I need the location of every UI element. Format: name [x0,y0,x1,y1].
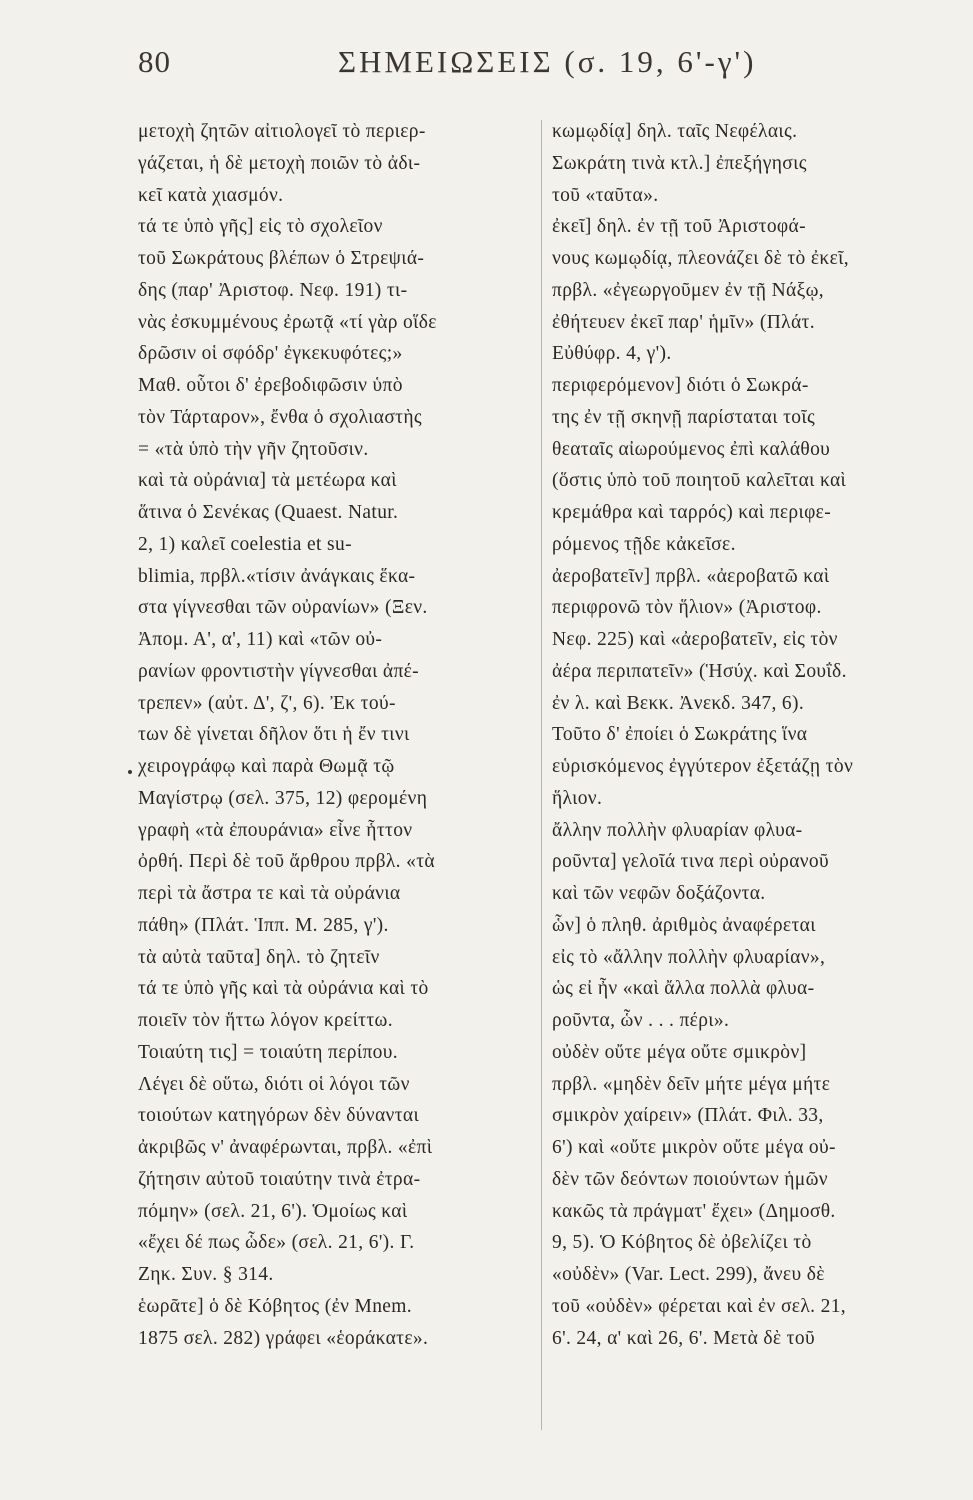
text-line: κακῶς τὰ πράγματ' ἔχει» (Δημοσθ. [552,1200,836,1222]
text-line: ἄλλην πολλὴν φλυαρίαν φλυα- [552,819,803,841]
text-line: Ἀπομ. Α', α', 11) καὶ «τῶν οὐ- [138,629,383,650]
text-line: εἰς τὸ «ἄλλην πολλὴν φλυαρίαν», [552,946,826,968]
text-line: ρόμενος τῇδε κἀκεῖσε. [552,533,736,555]
text-line: ροῦντα, ὧν . . . πέρι». [552,1010,730,1031]
text-line: της ἐν τῇ σκηνῇ παρίσταται τοῖς [552,406,816,428]
text-line: δης (παρ' Ἀριστοφ. Νεφ. 191) τι- [138,279,408,301]
text-line: ροῦντα] γελοῖά τινα περὶ οὐρανοῦ [552,851,830,873]
text-line: Νεφ. 225) καὶ «ἀεροβατεῖν, εἰς τὸν [552,629,838,650]
margin-dot [128,770,132,774]
text-line: Σωκράτη τινὰ κτλ.] ἐπεξήγησις [552,152,807,174]
text-line: ζήτησιν αὐτοῦ τοιαύτην τινὰ ἐτρα- [138,1168,421,1190]
text-line: γραφὴ «τὰ ἐπουράνια» εἶνε ἧττον [138,819,413,841]
text-line: τὸν Τάρταρον», ἔνθα ὁ σχολιαστὴς [138,406,422,428]
text-line: των δὲ γίνεται δῆλον ὅτι ἡ ἔν τινι [138,724,410,746]
text-line: μετοχὴ ζητῶν αἰτιολογεῖ τὸ περιερ- [138,121,426,142]
text-line: ἐν λ. καὶ Βεκκ. Ἀνεκδ. 347, 6). [552,692,805,714]
text-line: ἑωρᾶτε] ὁ δὲ Κόβητος (ἐν Mnem. [138,1295,413,1317]
text-line: 9, 5). Ὁ Κόβητος δὲ ὀβελίζει τὸ [552,1232,812,1254]
text-line: οὐδὲν οὔτε μέγα οὔτε σμικρὸν] [552,1041,807,1063]
text-line: 2, 1) καλεῖ coelestia et su- [138,533,352,555]
text-line: δὲν τῶν δεόντων ποιούντων ἡμῶν [552,1168,828,1190]
page-number: 80 [138,44,171,79]
text-line: τὰ αὐτὰ ταῦτα] δηλ. τὸ ζητεῖν [138,946,380,968]
text-line: ὧν] ὁ πληθ. ἀριθμὸς ἀναφέρεται [552,914,816,936]
text-line: «οὐδὲν» (Var. Lect. 299), ἄνευ δὲ [552,1264,825,1285]
text-line: τοιούτων κατηγόρων δὲν δύνανται [138,1105,420,1127]
text-line: πάθη» (Πλάτ. Ἱππ. Μ. 285, γ'). [138,914,389,936]
text-line: ἀεροβατεῖν] πρβλ. «ἀεροβατῶ καὶ [552,565,830,587]
text-line: τοῦ «οὐδὲν» φέρεται καὶ ἐν σελ. 21, [552,1295,847,1317]
text-line: κεῖ κατὰ χιασμόν. [138,184,284,206]
text-line: Τοιαύτη τις] = τοιαύτη περίπου. [138,1041,398,1063]
text-line: σμικρὸν χαίρειν» (Πλάτ. Φιλ. 33, [552,1105,824,1127]
text-line: ρανίων φροντιστὴν γίγνεσθαι ἀπέ- [138,660,420,682]
text-line: ποιεῖν τὸν ἥττω λόγον κρείττω. [138,1010,393,1031]
right-column [552,116,957,1354]
text-line: κωμῳδίᾳ] δηλ. ταῖς Νεφέλαις. [552,121,798,142]
text-line: ἀκριβῶς ν' ἀναφέρωνται, πρβλ. «ἐπὶ [138,1137,433,1158]
text-line: ἀέρα περιπατεῖν» (Ἡσύχ. καὶ Σουΐδ. [552,660,847,682]
text-line: = «τὰ ὑπὸ τὴν γῆν ζητοῦσιν. [138,438,369,460]
text-line: ὀρθή. Περὶ δὲ τοῦ ἄρθρου πρβλ. «τὰ [138,851,435,873]
text-line: Μαθ. οὗτοι δ' ἐρεβοδιφῶσιν ὑπὸ [138,375,403,396]
text-line: δρῶσιν οἱ σφόδρ' ἐγκεκυφότες;» [138,343,403,365]
text-line: εὑρισκόμενος ἐγγύτερον ἐξετάζῃ τὸν [552,756,854,777]
text-line: 1875 σελ. 282) γράφει «ἑοράκατε». [138,1327,429,1349]
text-line: ἥλιον. [552,787,603,809]
text-line: πόμην» (σελ. 21, 6'). Ὁμοίως καὶ [138,1200,408,1222]
text-line: ἐθήτευεν ἐκεῖ παρ' ἡμῖν» (Πλάτ. [552,311,815,333]
text-line: (ὅστις ὑπὸ τοῦ ποιητοῦ καλεῖται καὶ [552,470,847,492]
text-line: Ζηκ. Συν. § 314. [138,1264,274,1285]
text-line: Τοῦτο δ' ἐποίει ὁ Σωκράτης ἵνα [552,724,808,746]
text-line: περιφερόμενον] διότι ὁ Σωκρά- [552,375,809,396]
text-line: νους κωμῳδίᾳ, πλεονάζει δὲ τὸ ἐκεῖ, [552,248,849,269]
text-line: Μαγίστρῳ (σελ. 375, 12) φερομένη [138,787,428,809]
text-line: ὡς εἰ ἦν «καὶ ἄλλα πολλὰ φλυα- [552,978,815,1000]
text-line: «ἔχει δέ πως ὧδε» (σελ. 21, 6'). Γ. [138,1232,415,1254]
text-line: Εὐθύφρ. 4, γ'). [552,343,672,365]
text-line: καὶ τὰ οὐράνια] τὰ μετέωρα καὶ [138,470,397,492]
text-line: καὶ τῶν νεφῶν δοξάζοντα. [552,883,766,904]
text-line: ἐκεῖ] δηλ. ἐν τῇ τοῦ Ἀριστοφά- [552,216,806,238]
text-line: τρεπεν» (αὐτ. Δ', ζ', 6). Ἐκ τού- [138,692,396,714]
left-column [138,116,533,1354]
text-line: χειρογράφῳ καὶ παρὰ Θωμᾷ τῷ [138,756,395,777]
text-line: 6'. 24, α' καὶ 26, 6'. Μετὰ δὲ τοῦ [552,1327,815,1349]
text-line: τοῦ Σωκράτους βλέπων ὁ Στρεψιά- [138,248,425,269]
text-line: περιφρονῶ τὸν ἥλιον» (Ἀριστοφ. [552,597,822,619]
text-line: κρεμάθρα καὶ ταρρός) καὶ περιφε- [552,502,832,523]
page-header [138,44,858,86]
text-line: γάζεται, ἡ δὲ μετοχὴ ποιῶν τὸ ἀδι- [138,152,421,174]
running-head: ΣΗΜΕΙΩΣΕΙΣ (σ. 19, 6'-γ') [338,44,757,79]
text-line: στα γίγνεσθαι τῶν οὐρανίων» (Ξεν. [138,597,428,619]
text-line: τά τε ὑπὸ γῆς] εἰς τὸ σχολεῖον [138,216,383,238]
text-line: Λέγει δὲ οὕτω, διότι οἱ λόγοι τῶν [138,1073,410,1095]
text-line: τά τε ὑπὸ γῆς καὶ τὰ οὐράνια καὶ τὸ [138,978,429,1000]
text-line: περὶ τὰ ἄστρα τε καὶ τὰ οὐράνια [138,883,401,904]
text-line: νὰς ἐσκυμμένους ἐρωτᾷ «τί γὰρ οἵδε [138,311,437,333]
text-line: θεαταῖς αἰωρούμενος ἐπὶ καλάθου [552,438,831,460]
text-line: πρβλ. «ἐγεωργοῦμεν ἐν τῇ Νάξῳ, [552,279,825,301]
text-line: blimia, πρβλ.«τίσιν ἀνάγκαις ἕκα- [138,565,416,587]
text-line: πρβλ. «μηδὲν δεῖν μήτε μέγα μήτε [552,1073,831,1095]
text-line: 6') καὶ «οὔτε μικρὸν οὔτε μέγα οὐ- [552,1137,836,1158]
text-line: τοῦ «ταῦτα». [552,184,659,206]
column-divider [541,120,542,1430]
text-line: ἅτινα ὁ Σενέκας (Quaest. Natur. [138,502,399,523]
